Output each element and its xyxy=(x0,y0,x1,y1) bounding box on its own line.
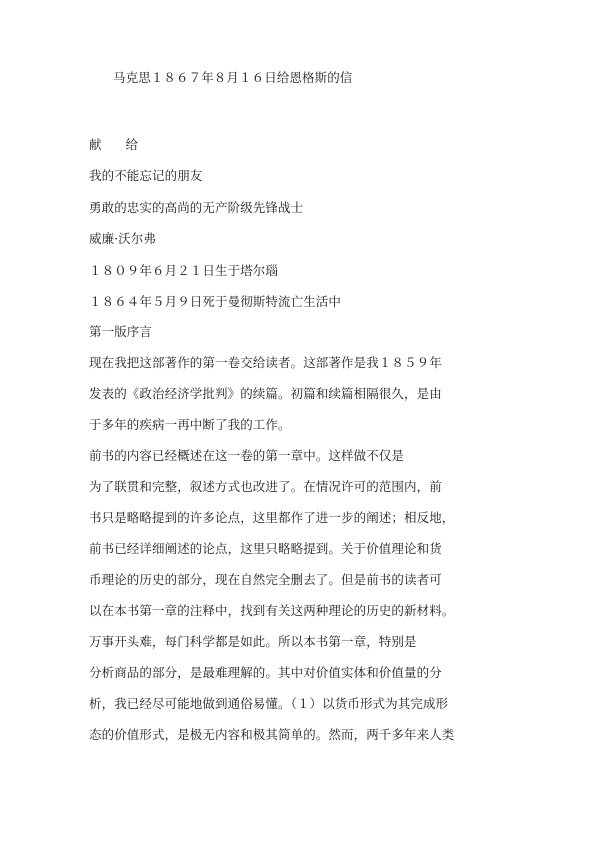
dedication-word-1: 献 xyxy=(89,137,102,152)
body-line: 态的价值形式，是极无内容和极其简单的。然而，两千多年来人类 xyxy=(89,727,455,742)
body-line: 于多年的疾病一再中断了我的工作。 xyxy=(89,417,291,432)
body-line: 书只是略略提到的许多论点，这里都作了进一步的阐述；相反地， xyxy=(89,510,455,525)
preface-title: 第一版序言 xyxy=(89,324,153,339)
dedication-title xyxy=(89,137,138,153)
body-line: 币理论的历史的部分，现在自然完全删去了。但是前书的读者可 xyxy=(89,572,442,587)
body-line: 以在本书第一章的注释中，找到有关这两种理论的历史的新材料。 xyxy=(89,603,455,618)
body-line: 为了联贯和完整，叙述方式也改进了。在情况许可的范围内，前 xyxy=(89,479,442,494)
body-line: 前书的内容已经概述在这一卷的第一章中。这样做不仅是 xyxy=(89,448,405,463)
body-line: 析，我已经尽可能地做到通俗易懂。（１）以货币形式为其完成形 xyxy=(89,696,449,711)
dedication-line: １８０９年６月２１日生于塔尔瑙 xyxy=(89,263,279,278)
body-line: 发表的《政治经济学批判》的续篇。初篇和续篇相隔很久，是由 xyxy=(89,386,442,401)
body-line: 前书已经详细阐述的论点，这里只略略提到。关于价值理论和货 xyxy=(89,541,442,556)
body-line: 现在我把这部著作的第一卷交给读者。这部著作是我１８５９年 xyxy=(89,355,442,370)
dedication-line: 威廉·沃尔弗 xyxy=(89,231,157,246)
dedication-line: 我的不能忘记的朋友 xyxy=(89,168,203,183)
dedication-line: １８６４年５月９日死于曼彻斯特流亡生活中 xyxy=(89,294,342,309)
body-line: 分析商品的部分，是最难理解的。其中对价值实体和价值量的分 xyxy=(89,665,442,680)
dedication-word-2: 给 xyxy=(125,137,139,152)
body-line: 万事开头难，每门科学都是如此。所以本书第一章，特别是 xyxy=(89,634,417,649)
letter-heading: 马克思１８６７年８月１６日给恩格斯的信 xyxy=(113,70,353,85)
dedication-line: 勇敢的忠实的高尚的无产阶级先锋战士 xyxy=(89,200,304,215)
